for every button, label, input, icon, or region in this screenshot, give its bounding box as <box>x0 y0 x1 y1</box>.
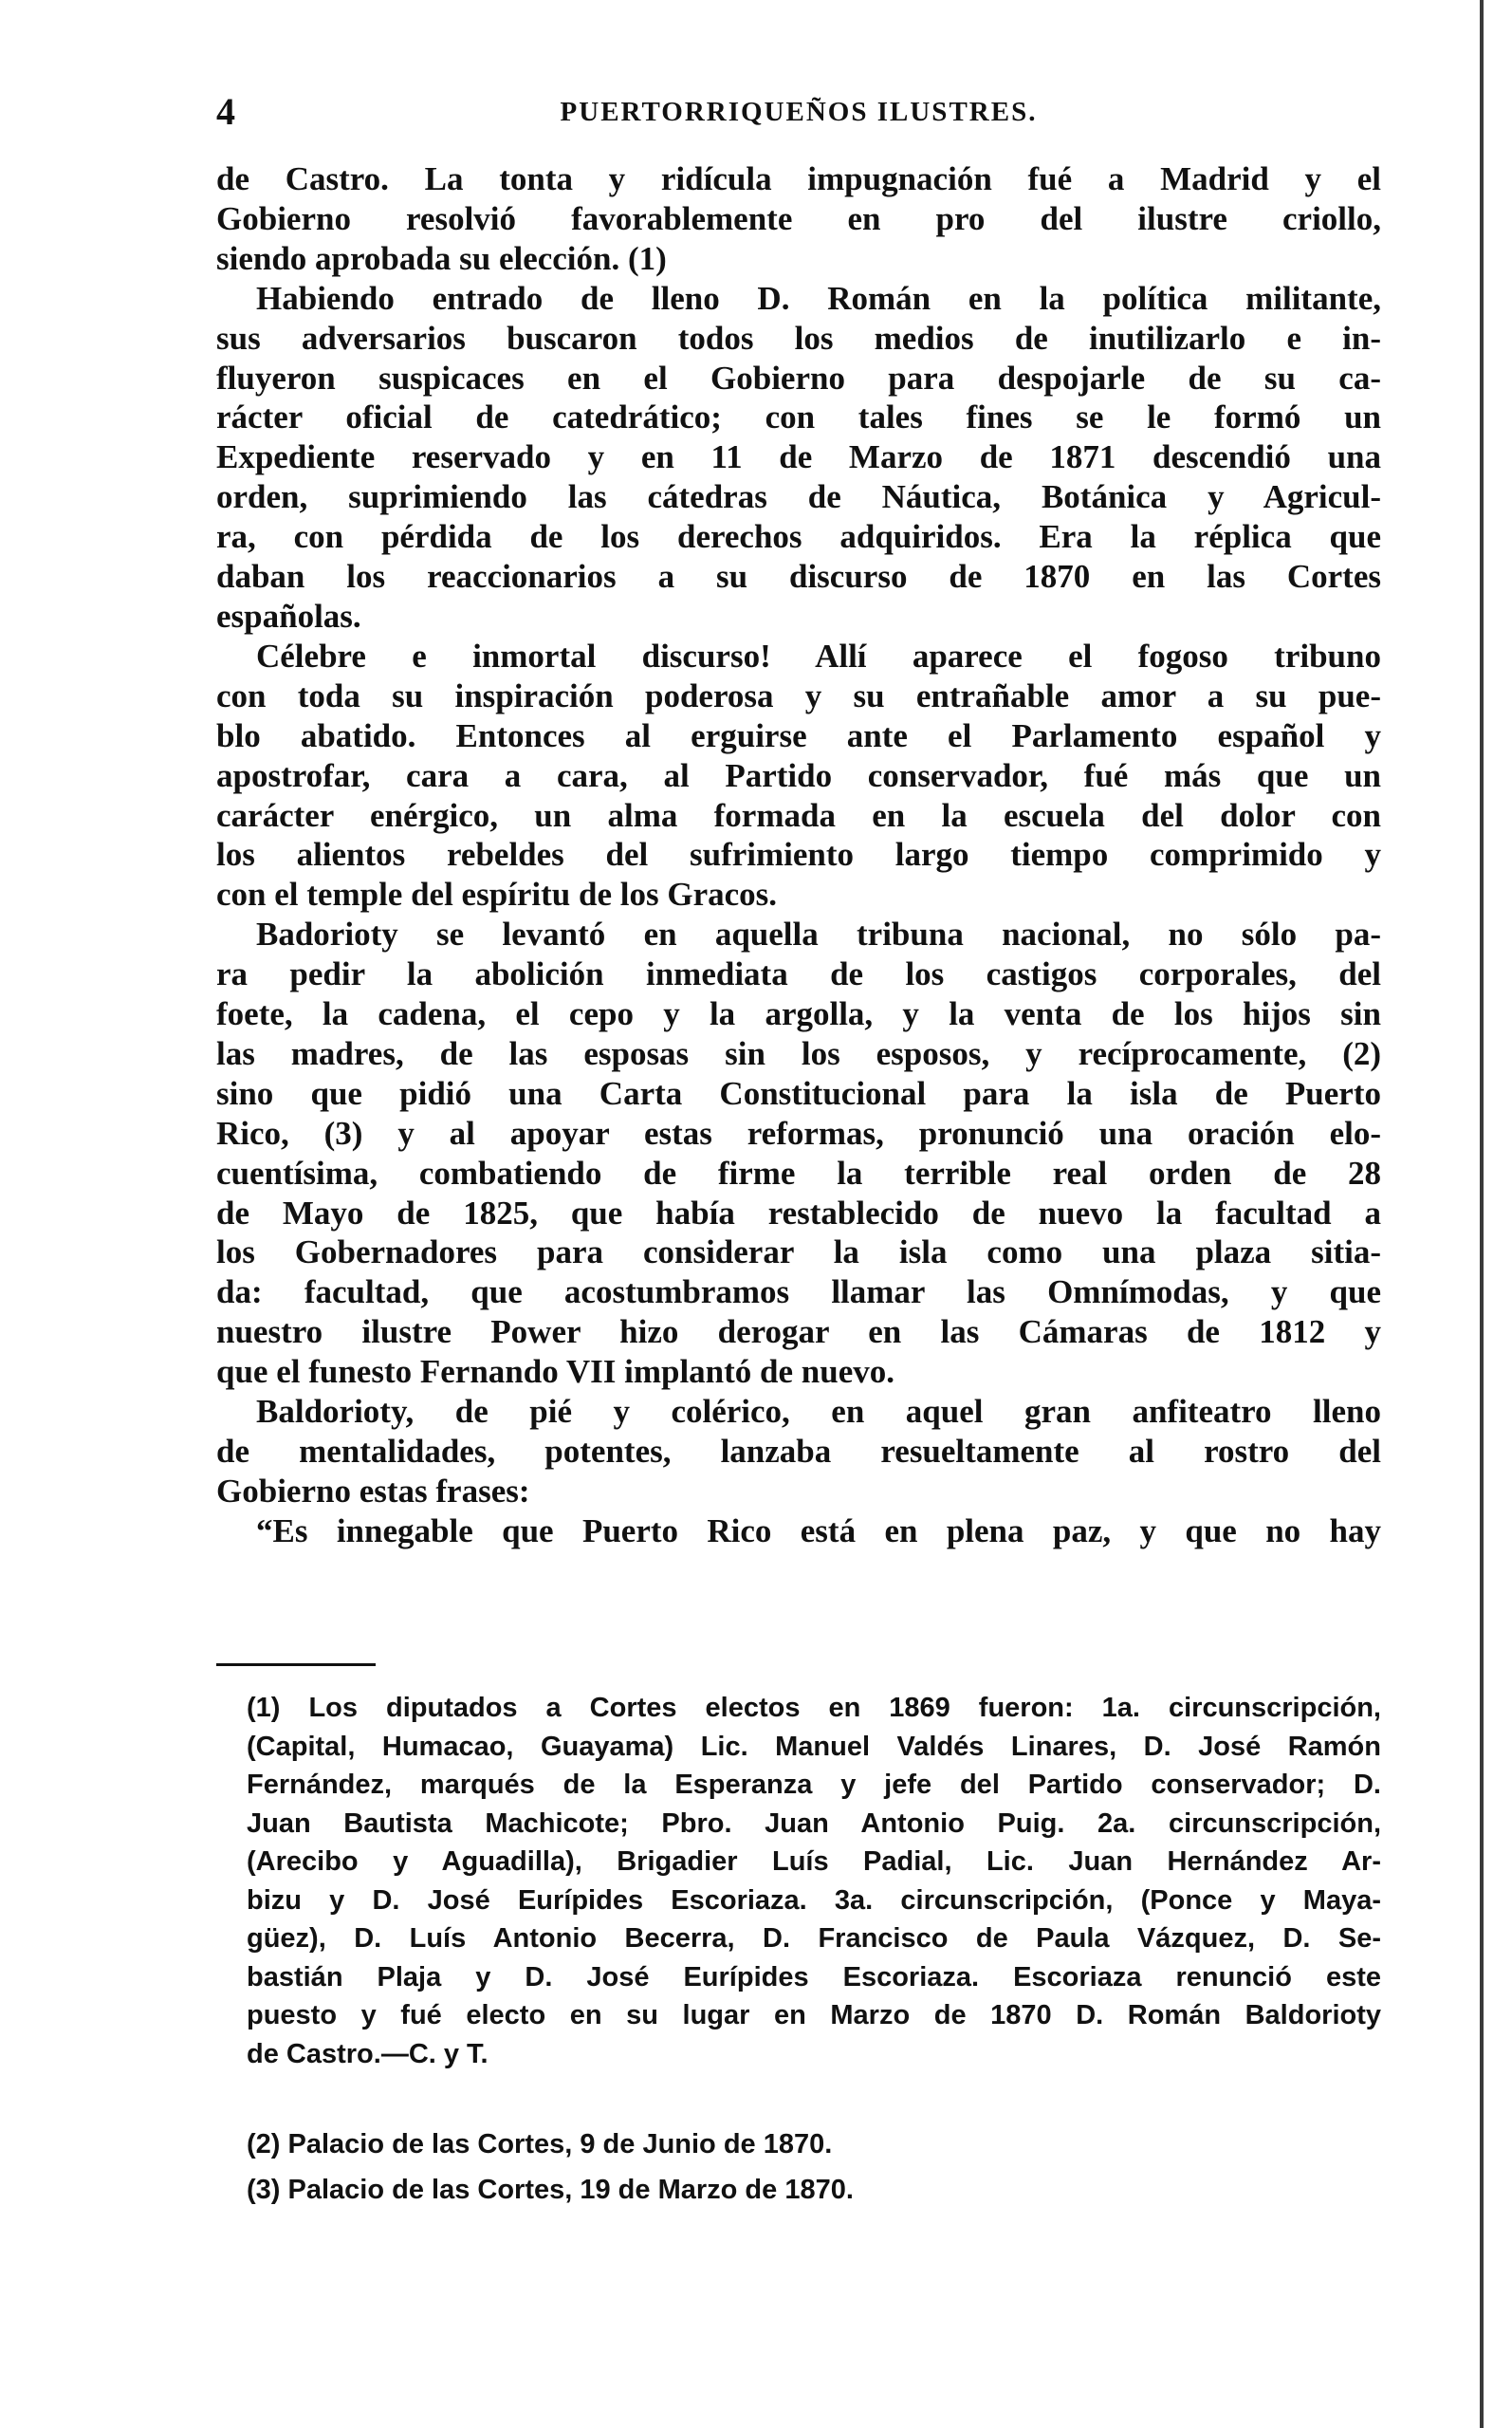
text-line: Habiendo entrado de lleno D. Román en la política militante, <box>256 279 1381 317</box>
text-line: (Capital, Humacao, Guayama) Lic. Manuel Valdés Linares, D. José Ramón <box>247 1731 1381 1762</box>
text-line: sino que pidió una Carta Constitucional para la isla de Puerto <box>216 1074 1381 1112</box>
footnote-2: (2) Palacio de las Cortes, 9 de Junio de 1870. <box>247 2129 833 2159</box>
text-line: los alientos rebeldes del sufrimiento largo tiempo comprimido y <box>216 836 1381 874</box>
page-number: 4 <box>216 90 235 133</box>
text-line: españolas. <box>216 597 361 635</box>
paragraph-6 <box>216 1511 1381 1551</box>
text-line: orden, suprimiendo las cátedras de Náutica, Botánica y Agricul- <box>216 478 1381 516</box>
paragraph-5 <box>216 1392 1381 1511</box>
body-text <box>216 159 1381 1551</box>
text-line: sus adversarios buscaron todos los medios de inutilizarlo e in- <box>216 319 1381 357</box>
text-line: apostrofar, cara a cara, al Partido conservador, fué más que un <box>216 756 1381 794</box>
text-line: daban los reaccionarios a su discurso de 1870 en las Cortes <box>216 558 1381 596</box>
text-line: de mentalidades, potentes, lanzaba resueltamente al rostro del <box>216 1433 1381 1470</box>
paragraph-4 <box>216 915 1381 1392</box>
text-line: cuentísima, combatiendo de firme la terrible real orden de 28 <box>216 1154 1381 1192</box>
text-line: los Gobernadores para considerar la isla como una plaza sitia- <box>216 1233 1381 1271</box>
text-line: Expediente reservado y en 11 de Marzo de 1871 descendió una <box>216 438 1381 476</box>
page-edge-rule <box>1480 0 1484 2428</box>
text-line: ra pedir la abolición inmediata de los castigos corporales, del <box>216 955 1381 993</box>
text-line: con toda su inspiración poderosa y su entrañable amor a su pue- <box>216 677 1381 714</box>
text-line: ra, con pérdida de los derechos adquiridos. Era la réplica que <box>216 518 1381 556</box>
text-line: Badorioty se levantó en aquella tribuna nacional, no sólo pa- <box>256 916 1381 954</box>
text-line: de Castro.—C. y T. <box>247 2038 489 2069</box>
text-line: “Es innegable que Puerto Rico está en plena paz, y que no hay <box>256 1511 1381 1549</box>
footnote-1 <box>247 1689 1381 2073</box>
text-line: (1) Los diputados a Cortes electos en 1869 fueron: 1a. circunscripción, <box>247 1693 1381 1723</box>
text-line: con el temple del espíritu de los Gracos. <box>216 876 778 914</box>
page-header <box>216 83 1381 140</box>
text-line: Juan Bautista Machicote; Pbro. Juan Antonio Puig. 2a. circunscripción, <box>247 1807 1381 1839</box>
text-line: nuestro ilustre Power hizo derogar en las Cámaras de 1812 y <box>216 1313 1381 1351</box>
footnote-separator <box>216 1663 376 1666</box>
text-line: blo abatido. Entonces al erguirse ante el Parlamento español y <box>216 716 1381 754</box>
text-line: de Mayo de 1825, que había restablecido de nuevo la facultad a <box>216 1194 1381 1232</box>
text-line: Fernández, marqués de la Esperanza y jefe del Partido conservador; D. <box>247 1770 1381 1800</box>
text-line: (Arecibo y Aguadilla), Brigadier Luís Padial, Lic. Juan Hernández Ar- <box>247 1846 1381 1877</box>
text-line: bizu y D. José Eurípides Escoriaza. 3a. circunscripción, (Ponce y Maya- <box>247 1884 1381 1916</box>
text-line: Célebre e inmortal discurso! Allí aparece el fogoso tribuno <box>256 637 1381 675</box>
running-title: PUERTORRIQUEÑOS ILUSTRES. <box>560 97 1038 127</box>
text-line: foete, la cadena, el cepo y la argolla, y la venta de los hijos sin <box>216 995 1381 1033</box>
text-line: siendo aprobada su elección. (1) <box>216 239 667 277</box>
text-line: Rico, (3) y al apoyar estas reformas, pronunció una oración elo- <box>216 1114 1381 1152</box>
text-line: Gobierno resolvió favorablemente en pro del ilustre criollo, <box>216 199 1381 237</box>
paragraph-2 <box>216 279 1381 637</box>
text-line: de Castro. La tonta y ridícula impugnación fué a Madrid y el <box>216 160 1381 197</box>
paragraph-3 <box>216 637 1381 915</box>
text-line: bastián Plaja y D. José Eurípides Escoriaza. Escoriaza renunció este <box>247 1961 1381 1992</box>
text-line: puesto y fué electo en su lugar en Marzo de 1870 D. Román Baldorioty <box>247 2000 1381 2030</box>
text-line: las madres, de las esposas sin los esposos, y recíprocamente, (2) <box>216 1034 1381 1072</box>
text-line: que el funesto Fernando VII implantó de nuevo. <box>216 1353 895 1391</box>
paragraph-1 <box>216 159 1381 279</box>
text-line: güez), D. Luís Antonio Becerra, D. Francisco de Paula Vázquez, D. Se- <box>247 1923 1381 1954</box>
text-line: rácter oficial de catedrático; con tales fines se le formó un <box>216 398 1381 436</box>
text-line: Baldorioty, de pié y colérico, en aquel gran anfiteatro lleno <box>256 1393 1381 1431</box>
text-line: fluyeron suspicaces en el Gobierno para despojarle de su ca- <box>216 359 1381 397</box>
text-line: carácter enérgico, un alma formada en la escuela del dolor con <box>216 796 1381 834</box>
footnote-3: (3) Palacio de las Cortes, 19 de Marzo de 1870. <box>247 2175 854 2205</box>
text-line: da: facultad, que acostumbramos llamar las Omnímodas, y que <box>216 1273 1381 1311</box>
text-line: Gobierno estas frases: <box>216 1472 530 1510</box>
